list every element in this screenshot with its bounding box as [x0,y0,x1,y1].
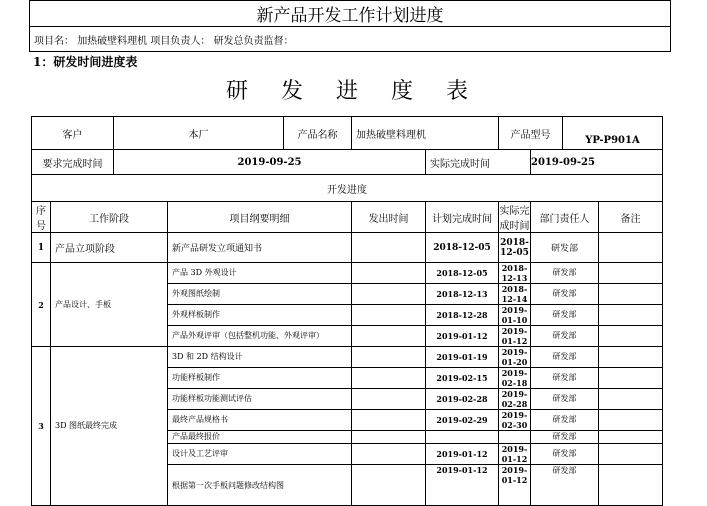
project-name-label: 项目名： [34,35,74,47]
row-issue [352,347,426,368]
row-dept: 研发部 [531,465,599,506]
required-time-label: 要求完成时间 [32,150,114,175]
row-remark [599,305,663,326]
row-actual: 2019-01-10 [499,305,531,326]
row-actual: 2019-01-12 [499,326,531,347]
project-info-row [30,27,671,52]
column-header-row [32,202,663,233]
row-dept: 研发部 [531,347,599,368]
row-outline: 根据第一次手板问题修改结构图 [168,465,352,506]
group-seq: 3 [32,347,51,506]
actual-time-value: 2019-09-25 [531,150,663,175]
row-issue [352,305,426,326]
row-planned: 2018-12-05 [426,263,499,284]
row-actual: 2018-12-14 [499,284,531,305]
row-actual: 2019-02-30 [499,410,531,431]
row-outline: 新产品研发立项通知书 [168,233,352,263]
row-actual: 2018-12-05 [499,233,531,263]
row-dept: 研发部 [531,389,599,410]
info-row-2 [32,150,663,175]
row-issue [352,233,426,263]
row-dept: 研发部 [531,305,599,326]
row-planned: 2019-01-12 [426,326,499,347]
row-dept: 研发部 [531,368,599,389]
row-actual: 2019-02-28 [499,389,531,410]
row-remark [599,431,663,444]
group-seq: 1 [32,233,51,263]
row-remark [599,465,663,506]
row-actual: 2018-12-13 [499,263,531,284]
row-planned: 2018-12-13 [426,284,499,305]
row-planned [426,431,499,444]
row-planned: 2019-01-19 [426,347,499,368]
row-outline: 最终产品规格书 [168,410,352,431]
row-outline: 外观样板制作 [168,305,352,326]
row-planned: 2019-02-15 [426,368,499,389]
group-stage: 产品立项阶段 [51,233,168,263]
row-dept: 研发部 [531,233,599,263]
group-stage: 产品设计、手板 [51,263,168,347]
row-dept: 研发部 [531,431,599,444]
supervisor-label: 研发总负责监督： [213,35,294,47]
row-remark [599,368,663,389]
col-actual: 实际完成时间 [499,202,531,233]
row-dept: 研发部 [531,284,599,305]
row-issue [352,389,426,410]
row-issue [352,431,426,444]
row-outline: 产品最终报价 [168,431,352,444]
col-seq: 序号 [32,202,51,233]
col-issue: 发出时间 [352,202,426,233]
project-name-value: 加热破壁料理机 [77,35,148,47]
row-outline: 3D 和 2D 结构设计 [168,347,352,368]
section-title: 1：研发时间进度表 [33,55,138,69]
row-planned: 2019-02-28 [426,389,499,410]
row-planned: 2018-12-28 [426,305,499,326]
product-name-label: 产品名称 [284,117,352,150]
actual-time-label: 实际完成时间 [426,150,531,175]
progress-heading-row [32,175,663,202]
row-actual: 2019-01-20 [499,347,531,368]
col-stage: 工作阶段 [51,202,168,233]
table-row [32,263,663,284]
row-issue [352,444,426,465]
progress-label: 开发进度 [32,175,663,202]
row-remark [599,347,663,368]
row-dept: 研发部 [531,326,599,347]
row-remark [599,410,663,431]
row-actual [499,431,531,444]
row-planned: 2019-02-29 [426,410,499,431]
row-planned: 2018-12-05 [426,233,499,263]
col-dept: 部门责任人 [531,202,599,233]
col-planned: 计划完成时间 [426,202,499,233]
document-title: 新产品开发工作计划进度 [30,1,671,27]
row-actual: 2019-02-18 [499,368,531,389]
group-stage: 3D 图纸最终完成 [51,347,168,506]
row-outline: 产品外观评审（包括整机功能、外观评审） [168,326,352,347]
row-issue [352,263,426,284]
row-remark [599,389,663,410]
row-issue [352,326,426,347]
table-title: 研 发 进 度 表 [226,79,481,104]
row-issue [352,368,426,389]
row-outline: 产品 3D 外观设计 [168,263,352,284]
row-outline: 功能样板功能测试评估 [168,389,352,410]
row-dept: 研发部 [531,410,599,431]
project-owner-label: 项目负责人： [150,35,211,47]
row-remark [599,326,663,347]
info-row-1 [32,117,663,150]
row-remark [599,284,663,305]
model-label: 产品型号 [499,117,563,150]
row-issue [352,410,426,431]
table-row [32,233,663,263]
row-outline: 功能样板制作 [168,368,352,389]
row-dept: 研发部 [531,444,599,465]
product-name-value: 加热破壁料理机 [352,117,499,150]
row-actual: 2019-01-12 [499,465,531,506]
group-seq: 2 [32,263,51,347]
col-remark: 备注 [599,202,663,233]
row-remark [599,233,663,263]
progress-table [31,116,663,506]
required-time-value: 2019-09-25 [114,150,426,175]
row-dept: 研发部 [531,263,599,284]
row-actual: 2019-01-12 [499,444,531,465]
model-value: YP-P901A [563,117,663,150]
row-outline: 外观图纸绘制 [168,284,352,305]
row-issue [352,284,426,305]
row-issue [352,465,426,506]
col-outline: 项目纲要明细 [168,202,352,233]
row-outline: 设计及工艺评审 [168,444,352,465]
project-header-table [29,0,671,52]
row-planned: 2019-01-12 [426,444,499,465]
customer-label: 客户 [32,117,114,150]
customer-value: 本厂 [114,117,284,150]
row-remark [599,444,663,465]
table-row [32,347,663,368]
row-planned: 2019-01-12 [426,465,499,506]
row-remark [599,263,663,284]
